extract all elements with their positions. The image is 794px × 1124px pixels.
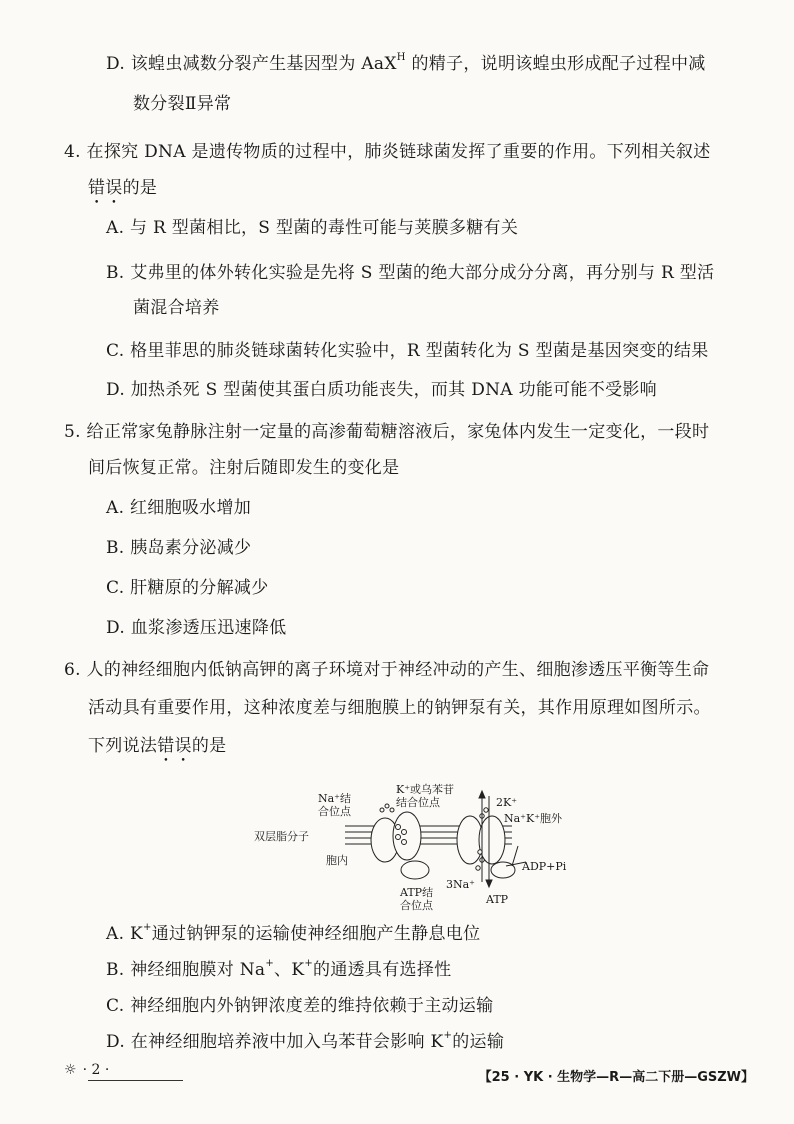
sun-icon: ☼	[64, 1062, 77, 1078]
k2-label: 2K⁺	[496, 796, 518, 809]
outside-label: Na⁺K⁺胞外	[504, 812, 563, 825]
q4-option-a: A. 与 R 型菌相比，S 型菌的毒性可能与荚膜多糖有关	[106, 218, 519, 238]
q6-option-a-tail: 通过钠钾泵的运输使神经细胞产生静息电位	[151, 924, 481, 944]
atp-site-label-1: ATP结	[400, 886, 434, 899]
q4-emphasis: 错误	[88, 178, 123, 198]
page-number-text: · 2 ·	[82, 1062, 110, 1078]
q5-stem-line2: 间后恢复正常。注射后随即发生的变化是	[88, 458, 400, 478]
q4-option-b-line1: B. 艾弗里的体外转化实验是先将 S 型菌的绝大部分成分分离，再分别与 R 型活	[106, 263, 715, 283]
page-number	[64, 1062, 109, 1078]
q6-option-a-sup: +	[143, 922, 152, 934]
q6-option-d-sup: +	[443, 1030, 453, 1042]
atp-label: ATP	[486, 893, 509, 906]
q3-option-d-line2: 数分裂Ⅱ异常	[133, 94, 232, 114]
q6-stem-head: 下列说法	[88, 736, 158, 756]
q5-option-c: C. 肝糖原的分解减少	[106, 578, 269, 598]
q6-option-d-head: D. 在神经细胞培养液中加入乌苯苷会影响 K	[106, 1032, 444, 1052]
q3-option-d-text-2: 的精子，说明该蝗虫形成配子过程中减	[405, 54, 706, 74]
na3-label: 3Na⁺	[446, 878, 475, 891]
q6-stem-line3	[88, 734, 226, 766]
q4-stem-line2	[88, 176, 157, 208]
q3-option-d-text: D. 该蝗虫减数分裂产生基因型为 AaX	[106, 54, 397, 74]
q6-emphasis: 错误	[157, 736, 192, 756]
q4-stem-line1: 4. 在探究 DNA 是遗传物质的过程中，肺炎链球菌发挥了重要的作用。下列相关叙述	[64, 142, 711, 162]
q6-option-a	[106, 922, 480, 946]
q6-option-a-head: A. K	[106, 924, 143, 944]
q4-stem-tail: 的是	[122, 178, 158, 198]
q6-option-b-sup1: +	[265, 958, 275, 970]
inside-label: 胞内	[326, 854, 348, 867]
q6-option-b	[106, 958, 451, 982]
q5-option-b: B. 胰岛素分泌减少	[106, 538, 252, 558]
pump-protein-left	[371, 804, 429, 879]
k-site-label-1: K⁺或乌苯苷	[396, 783, 455, 796]
adp-label: ADP+Pi	[522, 860, 567, 873]
q6-option-b-sup2: +	[304, 958, 314, 970]
q6-stem-line1: 6. 人的神经细胞内低钠高钾的离子环境对于神经冲动的产生、细胞渗透压平衡等生命	[64, 660, 710, 680]
sodium-potassium-pump-diagram	[250, 782, 580, 912]
na-site-label-2: 合位点	[318, 805, 351, 818]
q5-option-a: A. 红细胞吸水增加	[106, 498, 252, 518]
q4-option-b-line2: 菌混合培养	[133, 298, 220, 318]
q6-option-b-head: B. 神经细胞膜对 Na	[106, 960, 266, 980]
q6-option-b-tail: 的通透具有选择性	[313, 960, 452, 980]
q6-stem-tail: 的是	[191, 736, 227, 756]
na-site-label-1: Na⁺结	[318, 792, 351, 805]
q4-option-d: D. 加热杀死 S 型菌使其蛋白质功能丧失，而其 DNA 功能可能不受影响	[106, 380, 657, 400]
atp-site-label-2: 合位点	[400, 899, 433, 912]
q5-stem-line1: 5. 给正常家兔静脉注射一定量的高渗葡萄糖溶液后，家兔体内发生一定变化，一段时	[64, 422, 710, 442]
footer-rule	[88, 1080, 183, 1081]
q6-option-d-tail: 的运输	[452, 1032, 505, 1052]
q6-option-c: C. 神经细胞内外钠钾浓度差的维持依赖于主动运输	[106, 996, 494, 1016]
q3-option-d-line1	[106, 52, 706, 76]
q6-stem-line2: 活动具有重要作用，这种浓度差与细胞膜上的钠钾泵有关，其作用原理如图所示。	[88, 698, 711, 718]
q6-option-b-mid: 、K	[274, 960, 305, 980]
bilayer-label: 双层脂分子	[254, 830, 309, 843]
q6-option-d	[106, 1030, 504, 1054]
q3-option-d-sup: H	[396, 52, 406, 64]
q5-option-d: D. 血浆渗透压迅速降低	[106, 618, 287, 638]
exam-code: 【25 · YK · 生物学—R—高二下册—GSZW】	[478, 1070, 754, 1085]
q4-option-c: C. 格里菲思的肺炎链球菌转化实验中，R 型菌转化为 S 型菌是基因突变的结果	[106, 341, 709, 361]
k-site-label-2: 结合位点	[396, 796, 440, 809]
